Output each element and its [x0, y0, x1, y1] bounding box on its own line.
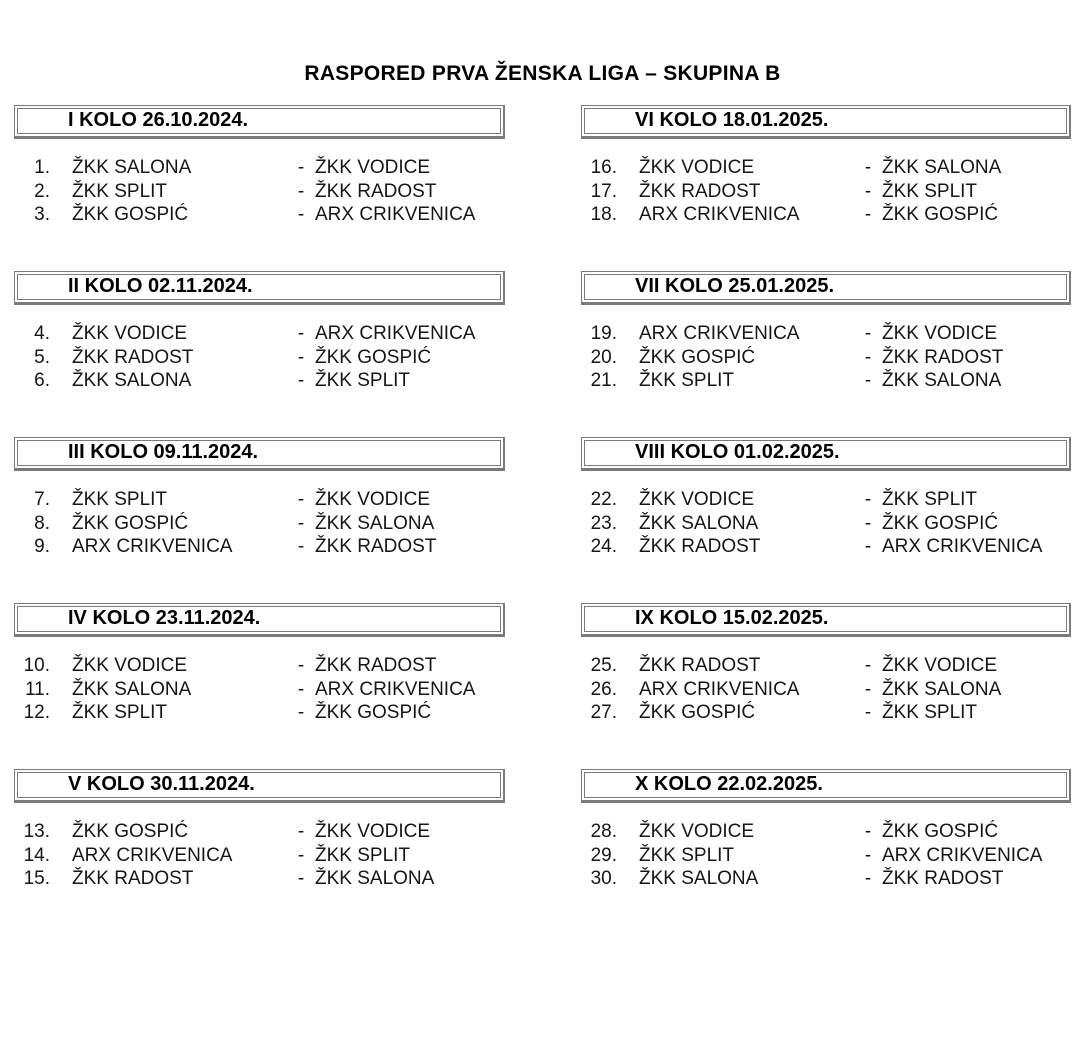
match-separator: - [864, 536, 872, 557]
match-row [14, 156, 505, 180]
round-header-box [581, 603, 1071, 637]
round-section [14, 105, 505, 271]
away-team: ŽKK VODICE [315, 821, 431, 842]
home-team: ŽKK GOSPIĆ [639, 346, 756, 368]
match-separator: - [864, 702, 872, 723]
match-row [581, 488, 1071, 512]
match-number: 20. [590, 346, 617, 368]
round-header-box [14, 271, 505, 305]
home-team: ŽKK SALONA [72, 678, 192, 700]
away-team: ŽKK RADOST [315, 180, 437, 202]
match-separator: - [864, 180, 872, 202]
round-section [581, 105, 1071, 271]
match-number: 22. [590, 489, 617, 510]
round-header-box [581, 105, 1071, 139]
round-section [581, 603, 1071, 769]
home-team: ŽKK SPLIT [639, 844, 735, 866]
away-team: ŽKK VODICE [882, 323, 998, 344]
home-team: ŽKK RADOST [639, 655, 761, 676]
match-list [581, 322, 1071, 393]
home-team: ARX CRIKVENICA [72, 536, 233, 557]
match-row [581, 867, 1071, 891]
home-team: ŽKK SPLIT [639, 370, 735, 391]
home-team: ŽKK VODICE [639, 157, 755, 178]
home-team: ŽKK RADOST [639, 180, 761, 202]
match-row [581, 512, 1071, 536]
match-number: 10. [23, 655, 50, 676]
round-section [581, 271, 1071, 437]
match-list [581, 654, 1071, 725]
away-team: ŽKK SALONA [882, 370, 1002, 391]
away-team: ŽKK SPLIT [315, 844, 411, 866]
match-separator: - [864, 370, 872, 391]
match-number: 26. [590, 678, 617, 700]
match-separator: - [297, 702, 305, 723]
away-team: ARX CRIKVENICA [315, 678, 476, 700]
home-team: ARX CRIKVENICA [639, 323, 800, 344]
match-number: 1. [34, 157, 50, 178]
away-team: ŽKK RADOST [315, 655, 437, 676]
home-team: ŽKK RADOST [72, 346, 194, 368]
match-separator: - [297, 821, 305, 842]
round-header-title: I KOLO 26.10.2024. [17, 108, 501, 134]
match-separator: - [864, 868, 872, 889]
match-row [14, 512, 505, 536]
match-list [14, 488, 505, 559]
match-separator: - [864, 512, 872, 534]
home-team: ŽKK RADOST [639, 536, 761, 557]
away-team: ŽKK SPLIT [882, 702, 978, 723]
home-team: ŽKK RADOST [72, 868, 194, 889]
match-row [14, 180, 505, 204]
away-team: ŽKK VODICE [315, 157, 431, 178]
round-header-box [14, 603, 505, 637]
match-number: 19. [590, 323, 617, 344]
round-header-box [14, 437, 505, 471]
round-header-title: X KOLO 22.02.2025. [584, 772, 1067, 798]
home-team: ŽKK SPLIT [72, 180, 168, 202]
home-team: ARX CRIKVENICA [72, 844, 233, 866]
match-separator: - [297, 655, 305, 676]
match-separator: - [297, 536, 305, 557]
match-list [581, 156, 1071, 227]
match-number: 14. [23, 844, 50, 866]
match-row [581, 535, 1071, 559]
match-list [581, 820, 1071, 891]
schedule-grid [14, 105, 1080, 935]
match-separator: - [297, 868, 305, 889]
match-row [14, 535, 505, 559]
match-row [14, 203, 505, 227]
match-number: 12. [23, 702, 50, 723]
match-separator: - [297, 180, 305, 202]
round-header-box [581, 769, 1071, 803]
away-team: ŽKK GOSPIĆ [315, 702, 432, 723]
match-number: 30. [590, 868, 617, 889]
match-number: 23. [590, 512, 617, 534]
match-separator: - [864, 678, 872, 700]
match-row [581, 346, 1071, 370]
home-team: ŽKK SPLIT [72, 489, 168, 510]
away-team: ŽKK SALONA [315, 512, 435, 534]
round-section [14, 603, 505, 769]
match-separator: - [297, 157, 305, 178]
home-team: ARX CRIKVENICA [639, 204, 800, 225]
match-row [581, 844, 1071, 868]
match-row [14, 820, 505, 844]
away-team: ŽKK GOSPIĆ [882, 204, 999, 225]
match-separator: - [297, 844, 305, 866]
match-separator: - [297, 678, 305, 700]
away-team: ARX CRIKVENICA [882, 844, 1043, 866]
match-row [581, 322, 1071, 346]
match-number: 8. [34, 512, 50, 534]
round-section [581, 437, 1071, 603]
page-title: RASPORED PRVA ŽENSKA LIGA – SKUPINA B [304, 62, 781, 85]
match-row [581, 678, 1071, 702]
match-number: 11. [24, 678, 50, 700]
match-number: 4. [34, 323, 50, 344]
match-row [581, 820, 1071, 844]
match-number: 29. [590, 844, 617, 866]
away-team: ŽKK VODICE [315, 489, 431, 510]
away-team: ARX CRIKVENICA [315, 204, 476, 225]
home-team: ŽKK GOSPIĆ [72, 204, 189, 225]
match-separator: - [864, 821, 872, 842]
match-number: 6. [34, 370, 50, 391]
match-row [14, 322, 505, 346]
match-number: 9. [34, 536, 50, 557]
away-team: ŽKK SALONA [882, 678, 1002, 700]
away-team: ŽKK SPLIT [882, 180, 978, 202]
match-list [14, 820, 505, 891]
home-team: ŽKK VODICE [639, 821, 755, 842]
match-number: 18. [590, 204, 617, 225]
away-team: ŽKK RADOST [882, 346, 1004, 368]
round-header-title: IV KOLO 23.11.2024. [17, 606, 501, 632]
match-separator: - [864, 323, 872, 344]
match-separator: - [864, 346, 872, 368]
away-team: ARX CRIKVENICA [882, 536, 1043, 557]
match-number: 27. [590, 702, 617, 723]
home-team: ŽKK SALONA [72, 157, 192, 178]
match-separator: - [297, 346, 305, 368]
match-number: 5. [34, 346, 50, 368]
away-team: ŽKK SALONA [315, 868, 435, 889]
match-number: 24. [590, 536, 617, 557]
match-row [14, 701, 505, 725]
away-team: ŽKK SPLIT [315, 370, 411, 391]
match-number: 3. [34, 204, 50, 225]
match-separator: - [297, 204, 305, 225]
away-team: ŽKK RADOST [315, 536, 437, 557]
round-header-box [581, 271, 1071, 305]
away-team: ŽKK GOSPIĆ [315, 346, 432, 368]
home-team: ŽKK SPLIT [72, 702, 168, 723]
round-header-title: VI KOLO 18.01.2025. [584, 108, 1067, 134]
round-header-title: VII KOLO 25.01.2025. [584, 274, 1067, 300]
match-separator: - [864, 204, 872, 225]
home-team: ŽKK VODICE [72, 323, 188, 344]
match-row [581, 180, 1071, 204]
match-row [14, 369, 505, 393]
match-number: 2. [34, 180, 50, 202]
home-team: ŽKK GOSPIĆ [72, 821, 189, 842]
home-team: ŽKK SALONA [639, 868, 759, 889]
match-separator: - [297, 323, 305, 344]
match-separator: - [864, 844, 872, 866]
match-number: 21. [590, 370, 617, 391]
match-list [581, 488, 1071, 559]
away-team: ŽKK SALONA [882, 157, 1002, 178]
match-separator: - [297, 370, 305, 391]
match-row [14, 844, 505, 868]
match-separator: - [297, 512, 305, 534]
away-team: ŽKK RADOST [882, 868, 1004, 889]
round-section [581, 769, 1071, 935]
home-team: ARX CRIKVENICA [639, 678, 800, 700]
away-team: ŽKK GOSPIĆ [882, 821, 999, 842]
match-number: 16. [590, 157, 617, 178]
match-number: 15. [23, 868, 50, 889]
round-header-title: V KOLO 30.11.2024. [17, 772, 501, 798]
match-list [14, 654, 505, 725]
home-team: ŽKK GOSPIĆ [639, 702, 756, 723]
round-header-box [14, 769, 505, 803]
match-separator: - [864, 489, 872, 510]
match-number: 13. [23, 821, 50, 842]
round-header-title: II KOLO 02.11.2024. [17, 274, 501, 300]
round-section [14, 769, 505, 935]
match-row [14, 654, 505, 678]
away-team: ŽKK GOSPIĆ [882, 512, 999, 534]
round-header-title: IX KOLO 15.02.2025. [584, 606, 1067, 632]
match-row [14, 488, 505, 512]
away-team: ŽKK SPLIT [882, 489, 978, 510]
match-list [14, 322, 505, 393]
match-row [581, 701, 1071, 725]
match-number: 17. [590, 180, 617, 202]
match-number: 25. [590, 655, 617, 676]
match-row [14, 346, 505, 370]
match-row [581, 369, 1071, 393]
home-team: ŽKK VODICE [72, 655, 188, 676]
match-row [14, 678, 505, 702]
round-header-box [14, 105, 505, 139]
match-separator: - [864, 655, 872, 676]
home-team: ŽKK SALONA [72, 370, 192, 391]
match-number: 28. [590, 821, 617, 842]
round-header-box [581, 437, 1071, 471]
match-separator: - [864, 157, 872, 178]
match-separator: - [297, 489, 305, 510]
match-row [581, 203, 1071, 227]
round-header-title: III KOLO 09.11.2024. [17, 440, 501, 466]
match-row [14, 867, 505, 891]
away-team: ŽKK VODICE [882, 655, 998, 676]
match-list [14, 156, 505, 227]
home-team: ŽKK GOSPIĆ [72, 512, 189, 534]
match-row [581, 654, 1071, 678]
round-header-title: VIII KOLO 01.02.2025. [584, 440, 1067, 466]
match-number: 7. [34, 489, 50, 510]
round-section [14, 271, 505, 437]
home-team: ŽKK VODICE [639, 489, 755, 510]
away-team: ARX CRIKVENICA [315, 323, 476, 344]
home-team: ŽKK SALONA [639, 512, 759, 534]
match-row [581, 156, 1071, 180]
round-section [14, 437, 505, 603]
